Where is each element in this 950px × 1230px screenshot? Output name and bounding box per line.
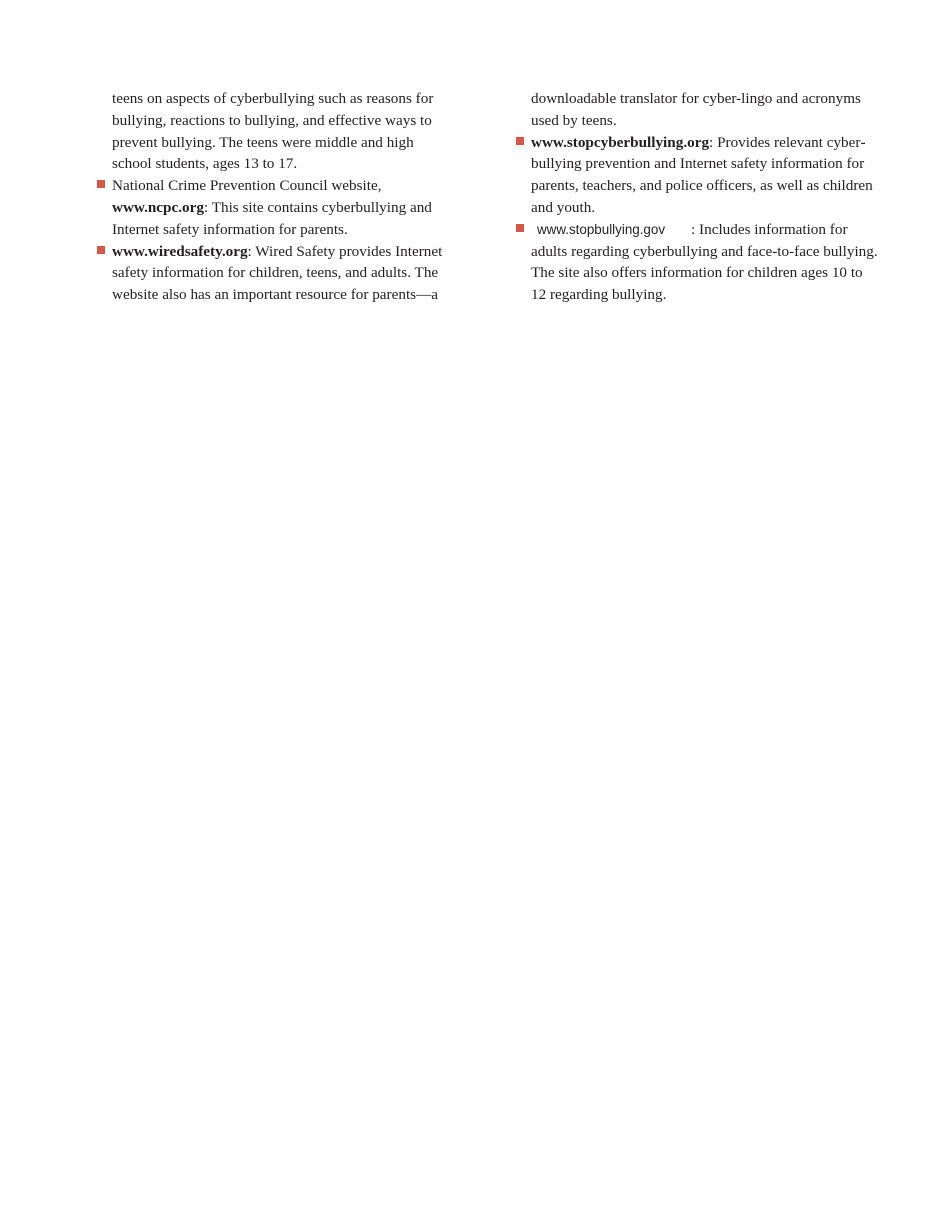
bullet-prefix: National Crime Prevention Council website, <box>112 177 382 195</box>
bullet-text: : Provides relevant cyberbullying prevention and Internet safety information for parents, teachers, and police officers, as well as children and youth. <box>531 133 873 216</box>
right-column <box>531 88 879 306</box>
square-bullet-icon <box>516 137 524 145</box>
left-column <box>112 88 454 306</box>
continued-paragraph: teens on aspects of cyberbullying such as reasons for bullying, reactions to bullying, and effective ways to prevent bullying. The teens were middle and high school students, ages 13 to 17. <box>112 90 434 173</box>
bullet-item-stopcyberbullying <box>531 132 879 219</box>
square-bullet-icon <box>516 224 524 232</box>
square-bullet-icon <box>97 180 105 188</box>
stopbullying-link[interactable]: www.stopbullying.gov <box>537 221 666 237</box>
stopcyberbullying-link[interactable]: www.stopcyberbullying.org <box>531 133 710 151</box>
wiredsafety-link[interactable]: www.wiredsafety.org <box>112 242 248 260</box>
bullet-text: : This site contains cyberbullying and Internet safety information for parents. <box>112 198 432 238</box>
bullet-text: : Wired Safety provides Internet safety information for children, teens, and adults. The website also has an important resource for parents—a <box>112 242 443 304</box>
bullet-item-ncpc <box>112 175 454 240</box>
bullet-item-wiredsafety <box>112 241 454 306</box>
bullet-text: : Includes information for adults regarding cyberbullying and face-to-face bullying. The site also offers information for children ages 10 to 12 regarding bullying. <box>531 220 878 304</box>
ncpc-link[interactable]: www.ncpc.org <box>112 198 204 216</box>
bullet-item-stopbullying <box>531 219 879 306</box>
square-bullet-icon <box>97 246 105 254</box>
continued-paragraph: downloadable translator for cyber-lingo and acronyms used by teens. <box>531 90 861 129</box>
